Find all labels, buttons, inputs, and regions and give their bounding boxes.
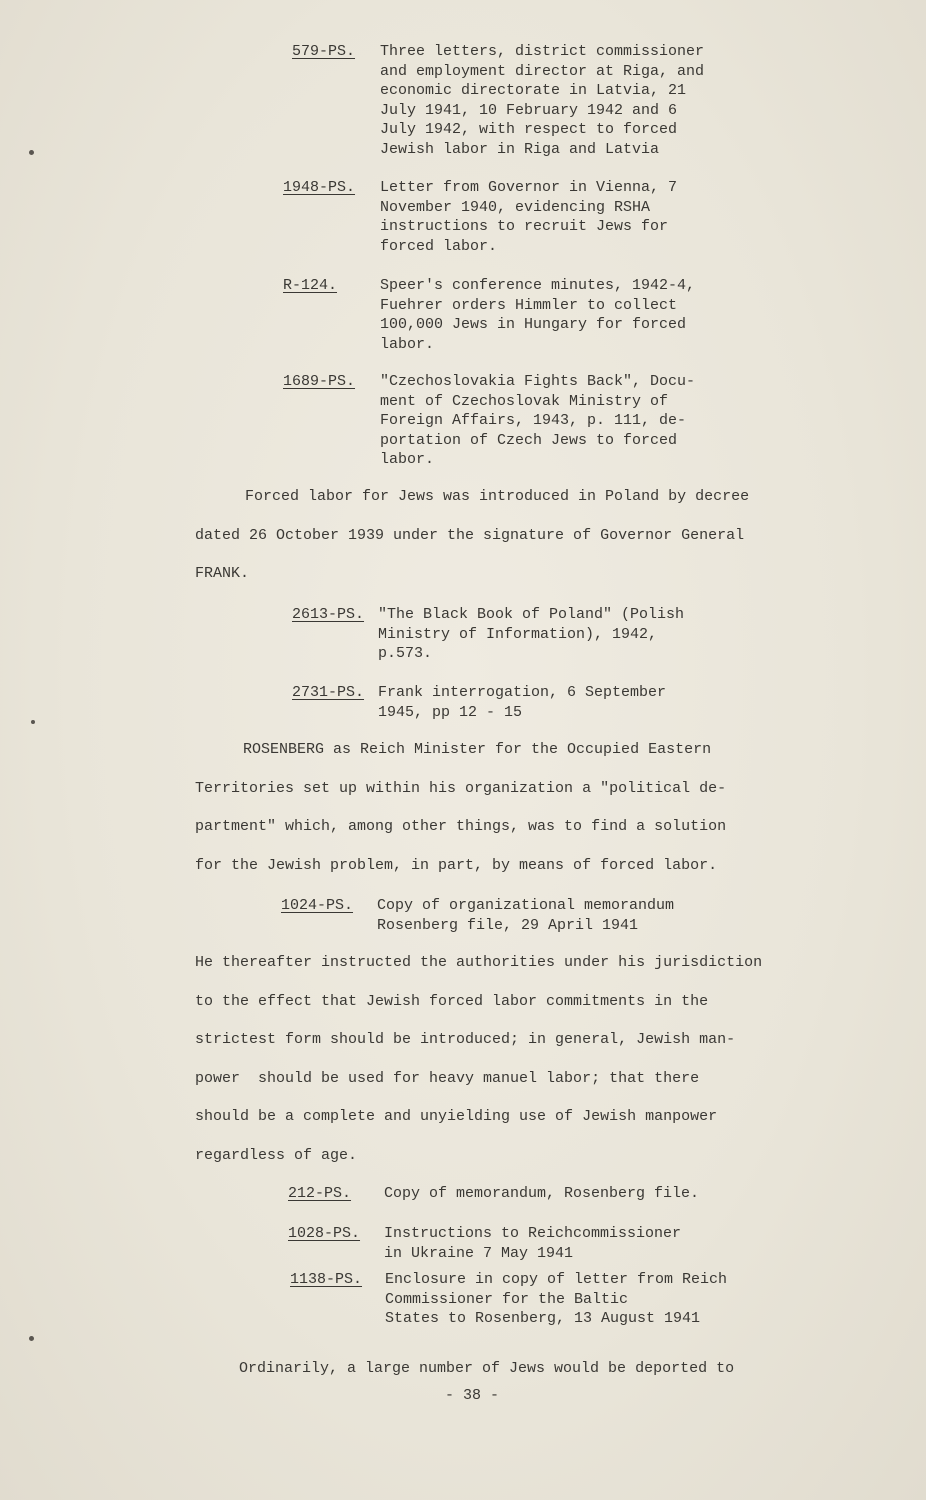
paragraph-line: dated 26 October 1939 under the signature of Governor General [195, 526, 745, 544]
exhibit-code: 1689-PS. [283, 373, 356, 390]
paragraph-line: partment" which, among other things, was to find a solution [195, 818, 727, 836]
body-paragraph-deportation [195, 1350, 734, 1389]
exhibit-line: 100,000 Jews in Hungary for forced [380, 316, 687, 333]
paragraph-line: Territories set up within his organization a "political de- [195, 779, 727, 797]
exhibit-line: "Czechoslovakia Fights Back", Docu- [380, 373, 696, 390]
exhibit-line: July 1942, with respect to forced [380, 121, 678, 138]
exhibit-line: and employment director at Riga, and [380, 62, 705, 80]
binder-mark [29, 1336, 34, 1341]
paragraph-line: regardless of age. [195, 1146, 358, 1164]
exhibit-line: p.573. [378, 645, 433, 662]
exhibit-code: 2613-PS. [292, 606, 365, 623]
paragraph-line: power should be used for heavy manuel labor; that there [195, 1069, 700, 1087]
exhibit-entry-1024 [281, 896, 674, 935]
exhibit-entry-2613 [292, 605, 684, 664]
exhibit-line: Instructions to Reichcommissioner [384, 1225, 682, 1242]
exhibit-code: 1138-PS. [290, 1271, 363, 1288]
exhibit-entry-1028 [288, 1224, 681, 1263]
exhibit-line: Jewish labor in Riga and Latvia [380, 140, 660, 158]
exhibit-code: 579-PS. [292, 43, 356, 60]
body-paragraph-forced-labor-poland [195, 478, 749, 594]
exhibit-line: Three letters, district commissioner [380, 43, 705, 60]
exhibit-code: 1948-PS. [283, 179, 356, 196]
exhibit-line: November 1940, evidencing RSHA [380, 198, 651, 216]
exhibit-line: Speer's conference minutes, 1942-4, [380, 277, 696, 294]
exhibit-line: portation of Czech Jews to forced [380, 431, 678, 449]
page-number: - 38 - [445, 1387, 500, 1404]
paragraph-line: Forced labor for Jews was introduced in Poland by decree [245, 488, 750, 505]
paragraph-line: He thereafter instructed the authorities under his jurisdiction [195, 954, 763, 971]
exhibit-line: forced labor. [380, 237, 498, 255]
exhibit-line: Foreign Affairs, 1943, p. 111, de- [380, 412, 687, 429]
paragraph-line: strictest form should be introduced; in general, Jewish man- [195, 1031, 736, 1049]
exhibit-entry-212 [288, 1184, 699, 1204]
exhibit-entry-r124 [283, 276, 695, 354]
exhibit-line: Ministry of Information), 1942, [378, 625, 658, 643]
paragraph-line: to the effect that Jewish forced labor commitments in the [195, 992, 709, 1010]
paragraph-line: ROSENBERG as Reich Minister for the Occupied Eastern [243, 741, 712, 758]
exhibit-entry-1138 [290, 1270, 727, 1329]
exhibit-line: in Ukraine 7 May 1941 [384, 1244, 574, 1262]
exhibit-line: Letter from Governor in Vienna, 7 [380, 179, 678, 196]
exhibit-line: ment of Czechoslovak Ministry of [380, 392, 669, 410]
exhibit-entry-579 [292, 42, 704, 159]
exhibit-line: 1945, pp 12 - 15 [378, 703, 523, 721]
paragraph-line: should be a complete and unyielding use of Jewish manpower [195, 1108, 718, 1126]
exhibit-line: labor. [380, 451, 435, 468]
exhibit-code: 1024-PS. [281, 897, 354, 914]
exhibit-code: 212-PS. [288, 1185, 352, 1202]
exhibit-line: Copy of memorandum, Rosenberg file. [384, 1185, 700, 1202]
paragraph-line: FRANK. [195, 565, 250, 583]
exhibit-line: Frank interrogation, 6 September [378, 684, 667, 701]
body-paragraph-rosenberg [195, 731, 726, 885]
exhibit-entry-1689 [283, 372, 695, 470]
exhibit-entry-2731 [292, 683, 666, 722]
exhibit-line: States to Rosenberg, 13 August 1941 [385, 1310, 701, 1327]
exhibit-line: Fuehrer orders Himmler to collect [380, 296, 678, 314]
exhibit-line: "The Black Book of Poland" (Polish [378, 606, 685, 623]
paragraph-line: for the Jewish problem, in part, by means of forced labor. [195, 856, 718, 874]
paragraph-line: Ordinarily, a large number of Jews would be deported to [239, 1360, 735, 1377]
exhibit-entry-1948 [283, 178, 677, 256]
binder-mark [29, 150, 34, 155]
exhibit-line: Rosenberg file, 29 April 1941 [377, 916, 639, 934]
body-paragraph-jurisdiction [195, 944, 762, 1176]
exhibit-line: economic directorate in Latvia, 21 [380, 82, 687, 99]
exhibit-line: instructions to recruit Jews for [380, 218, 669, 235]
exhibit-code: 2731-PS. [292, 684, 365, 701]
exhibit-line: Commissioner for the Baltic [385, 1290, 629, 1308]
exhibit-code: R-124. [283, 277, 338, 294]
binder-mark [31, 720, 35, 724]
exhibit-line: Copy of organizational memorandum [377, 897, 675, 914]
exhibit-code: 1028-PS. [288, 1225, 361, 1242]
exhibit-line: July 1941, 10 February 1942 and 6 [380, 101, 678, 119]
exhibit-line: labor. [380, 335, 435, 353]
exhibit-line: Enclosure in copy of letter from Reich [385, 1271, 728, 1288]
